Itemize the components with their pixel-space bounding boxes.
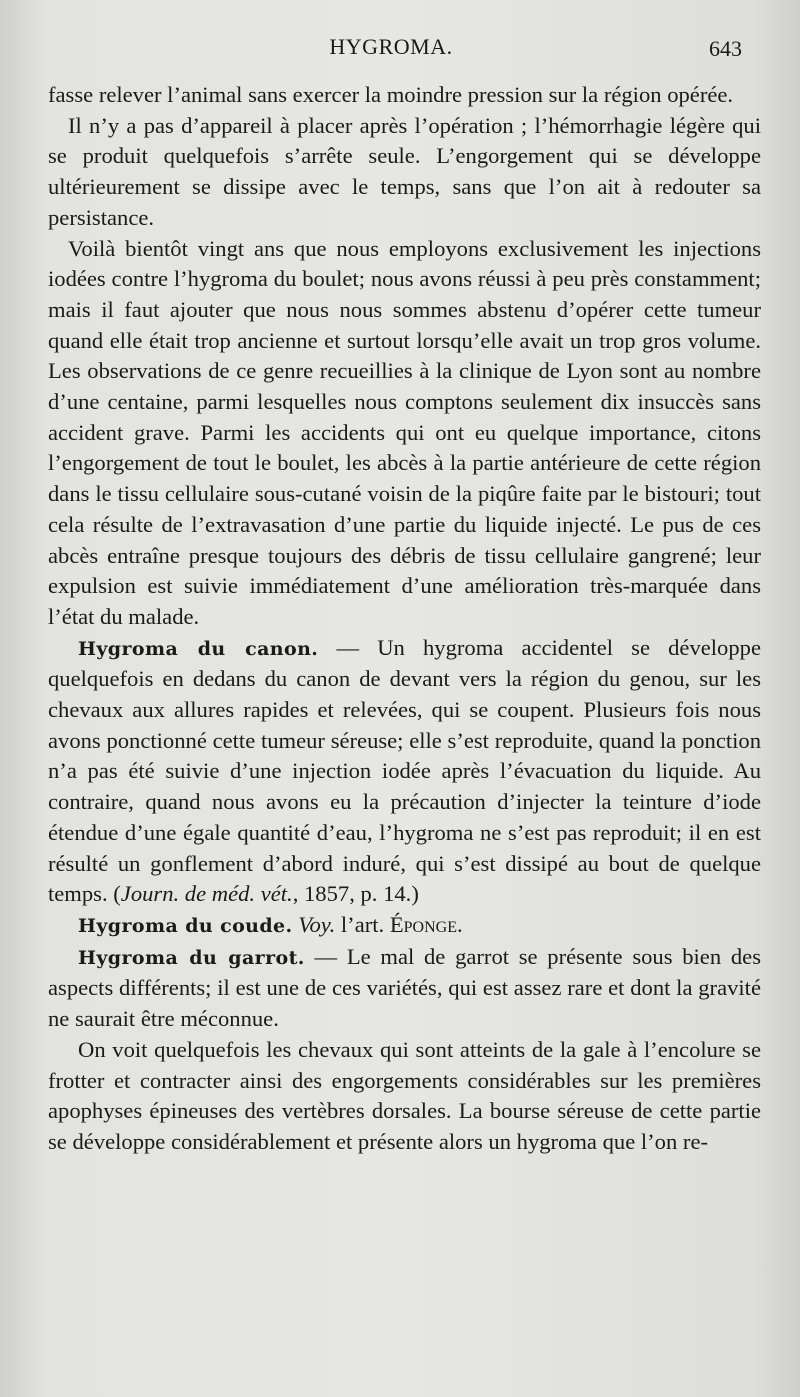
section-heading-garrot: Hygroma du garrot. (78, 946, 305, 969)
paragraph-continuation: fasse relever l’animal sans exercer la moindre pression sur la région opérée. (48, 82, 734, 107)
running-head: HYGROMA. (329, 34, 453, 59)
reference-end: . (456, 911, 463, 937)
article-label: l’art. (335, 911, 390, 937)
body-text (48, 80, 761, 1158)
cross-reference: Éponge (389, 911, 457, 937)
section-text-canon: — Un hygroma accidentel se développe quelquefois en dedans du canon de devant vers la région du genou, sur les chevaux aux allures rapides et relevées, qui se coupent. Plusieurs fois nous avons ponctionné cette tumeur séreuse; elle s’est reproduite, quand la ponction n’a pas été suivie d’une injection iodée après l’évacuation du liquide. Au contraire, quand nous avons eu la précaution d’injecter la teinture d’iode étendue d’une égale quantité d’eau, l’hygroma ne s’est pas reproduit; il en est résulté un gonflement d’abord induré, qui s’est dissipé au bout de quelque temps. ( (48, 634, 761, 907)
citation-end: , 1857, p. 14.) (292, 881, 419, 907)
section-heading-canon: Hygroma du canon. (78, 637, 319, 660)
section-hygroma-coude (48, 910, 761, 942)
section-hygroma-canon (48, 633, 761, 910)
section-text-garrot: — Le mal de garrot se présente sous bien des aspects différents; il est une de ces variétés, qui est assez rare et dont la gravité ne saurait être méconnue. (48, 943, 761, 1032)
see-reference: Voy. (298, 911, 336, 937)
paragraph-after-operation: Il n’y a pas d’appareil à placer après l’opération ; l’hémorrhagie légère qui se produit quelquefois s’arrête seule. L’engorgement qui se développe ultérieurement se dissipe avec le temps, sans que l’on ait à redouter sa persistance. (48, 112, 761, 230)
section-hygroma-garrot (48, 942, 761, 1035)
paragraph-gale: On voit quelquefois les chevaux qui sont atteints de la gale à l’encolure se frotter et contracter ainsi des engorgements considérables sur les premières apophyses épineuses des vertèbres dorsales. La bourse séreuse de cette partie se développe considérablement et présente alors un hygroma que l’on re- (48, 1036, 761, 1154)
paragraph-iodine-injections: Voilà bientôt vingt ans que nous employons exclusivement les injections iodées contre l’hygroma du boulet; nous avons réussi à peu près constamment; mais il faut ajouter que nous nous sommes abstenu d’opérer cette tumeur quand elle était trop ancienne et surtout lorsqu’elle avait un trop gros volume. Les observations de ce genre recueillies à la clinique de Lyon sont au nombre d’une centaine, parmi lesquelles nous comptons seulement dix insuccès sans accident grave. Parmi les accidents qui ont eu quelque importance, citons l’engorgement de tout le boulet, les abcès à la partie antérieure de cette région dans le tissu cellulaire sous-cutané voisin de la piqûre faite par le bistouri; tout cela résulte de l’extravasation d’une partie du liquide injecté. Le pus de ces abcès entraîne presque toujours des débris de tissu cellulaire gangrené; leur expulsion est suivie immédiatement d’une amélioration très-marquée dans l’état du malade. (48, 235, 761, 629)
page-header (40, 30, 742, 66)
page-number: 643 (709, 36, 742, 61)
section-heading-coude: Hygroma du coude. (78, 914, 293, 937)
citation-journal: Journ. de méd. vét. (120, 881, 293, 907)
